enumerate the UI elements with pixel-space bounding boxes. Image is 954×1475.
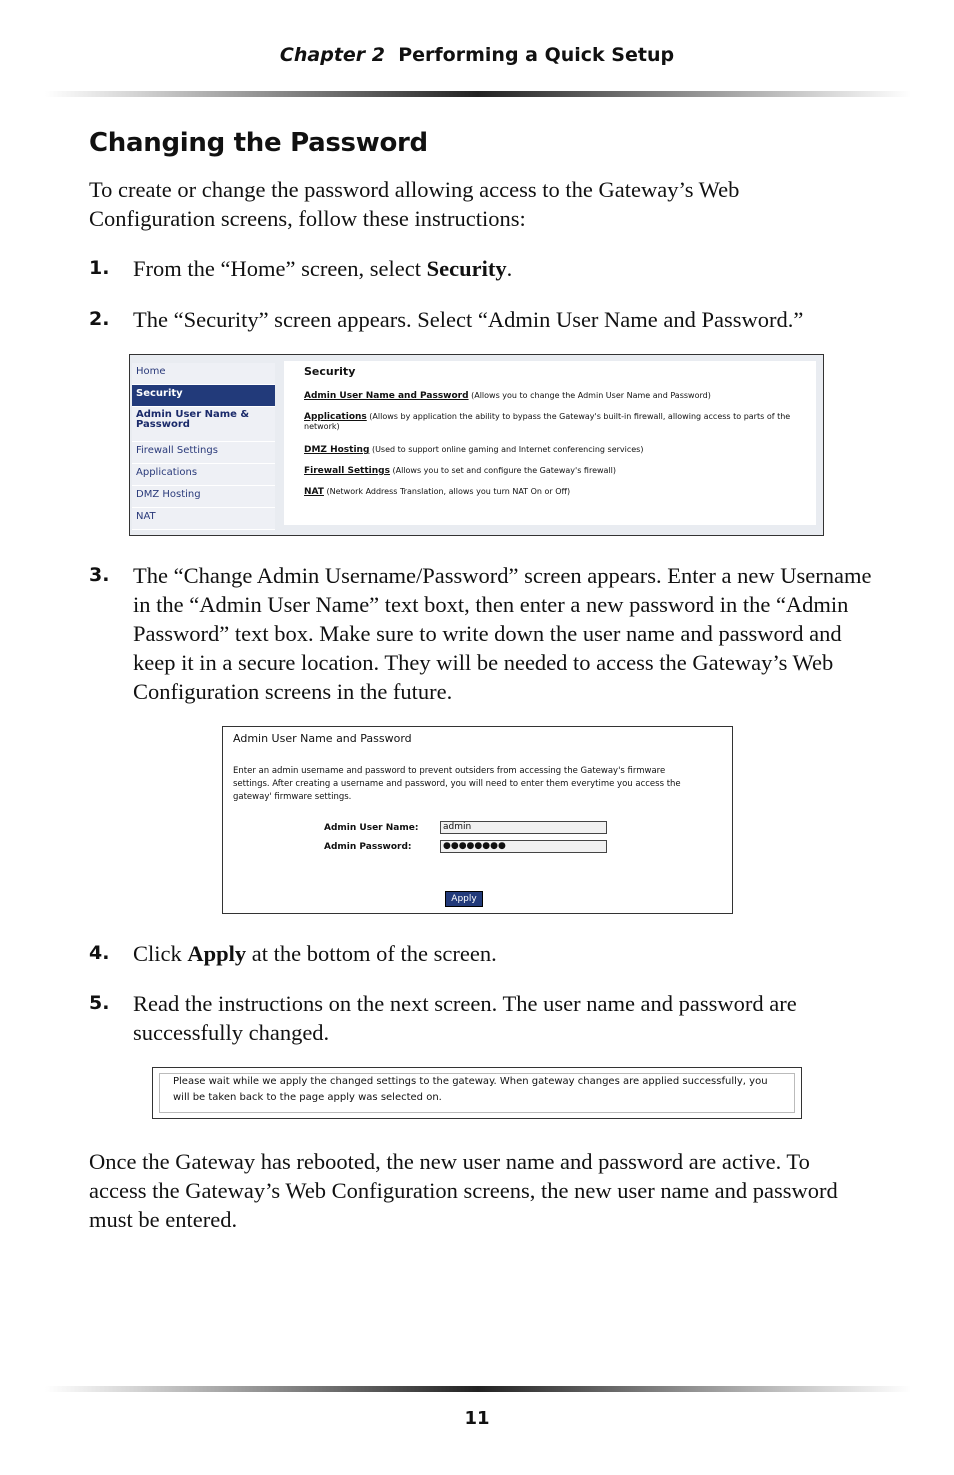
nav-item-dmz[interactable]: DMZ Hosting <box>132 486 275 508</box>
section-heading: Changing the Password <box>89 128 428 158</box>
admin-description: Enter an admin username and password to prevent outsiders from accessing the Gateway's firmware settings. After creating a username and password, you will need to enter them everytime you access the gateway' firmware settings. <box>233 766 681 802</box>
step-number: 3. <box>89 564 110 586</box>
applications-link[interactable]: Applications <box>304 412 367 422</box>
security-emphasis: Security <box>426 256 507 281</box>
firewall-link[interactable]: Firewall Settings <box>304 466 390 476</box>
step-text: From the “Home” screen, select Security. <box>133 256 513 281</box>
admin-user-label: Admin User Name: <box>324 823 419 833</box>
nav-item-applications[interactable]: Applications <box>132 464 275 486</box>
step-text: The “Security” screen appears. Select “Admin User Name and Password.” <box>133 307 804 332</box>
security-row: DMZ Hosting (Used to support online gaming and Internet conferencing services) <box>304 445 644 455</box>
step-number: 2. <box>89 308 110 330</box>
step-text: Click Apply at the bottom of the screen. <box>133 941 497 966</box>
step-number: 5. <box>89 992 110 1014</box>
admin-password-label: Admin Password: <box>324 842 412 852</box>
apply-emphasis: Apply <box>187 941 247 966</box>
dmz-link[interactable]: DMZ Hosting <box>304 445 370 455</box>
chapter-label: Chapter 2 <box>279 44 385 66</box>
security-title: Security <box>304 365 356 378</box>
closing-paragraph: Once the Gateway has rebooted, the new user name and password are active. To access the Gateway’s Web Configuration screens, the new user name and password must be entered. <box>89 1149 838 1232</box>
wait-screenshot <box>152 1067 802 1119</box>
admin-password-input[interactable]: ●●●●●●●● <box>440 840 607 853</box>
page-number: 11 <box>464 1408 490 1429</box>
security-row: Applications (Allows by application the ability to bypass the Gateway's built-in firewall, allowing access to parts of the network) <box>304 412 791 431</box>
nav-item-home[interactable]: Home <box>132 363 275 385</box>
header-rule <box>45 91 911 97</box>
nav-item-nat[interactable]: NAT <box>132 508 275 530</box>
intro-paragraph: To create or change the password allowing access to the Gateway’s Web Configuration screens, follow these instructions: <box>89 177 740 231</box>
step-text: The “Change Admin Username/Password” screen appears. Enter a new Username in the “Admin User Name” text boxt, then enter a new password in the “Admin Password” text box. Make sure to write down the user name and password and keep it in a secure location. They will be needed to access the Gateway’s Web Configuration screens in the future. <box>133 563 872 704</box>
nav-item-firewall[interactable]: Firewall Settings <box>132 442 275 464</box>
security-row: Firewall Settings (Allows you to set and configure the Gateway's firewall) <box>304 466 616 476</box>
step-number: 4. <box>89 942 110 964</box>
security-content <box>284 361 816 525</box>
admin-user-input[interactable]: admin <box>440 821 607 834</box>
wait-message: Please wait while we apply the changed settings to the gateway. When gateway changes are applied successfully, you will be taken back to the page apply was selected on. <box>173 1076 768 1103</box>
security-row: Admin User Name and Password (Allows you to change the Admin User Name and Password) <box>304 391 711 401</box>
nav-item-security[interactable]: Security <box>132 385 275 407</box>
nav-item-admin[interactable]: Admin User Name & Password <box>132 407 275 442</box>
security-nav <box>132 363 275 530</box>
nat-link[interactable]: NAT <box>304 487 324 497</box>
admin-link[interactable]: Admin User Name and Password <box>304 391 469 401</box>
security-row: NAT (Network Address Translation, allows you turn NAT On or Off) <box>304 487 571 497</box>
apply-button[interactable]: Apply <box>445 891 483 907</box>
security-screenshot <box>129 354 824 536</box>
admin-screenshot <box>222 726 733 914</box>
step-number: 1. <box>89 257 110 279</box>
admin-title: Admin User Name and Password <box>233 732 412 745</box>
footer-rule <box>45 1386 911 1392</box>
chapter-header <box>0 44 954 66</box>
chapter-title: Performing a Quick Setup <box>398 44 675 66</box>
step-text: Read the instructions on the next screen. The user name and password are successfully changed. <box>133 991 797 1045</box>
